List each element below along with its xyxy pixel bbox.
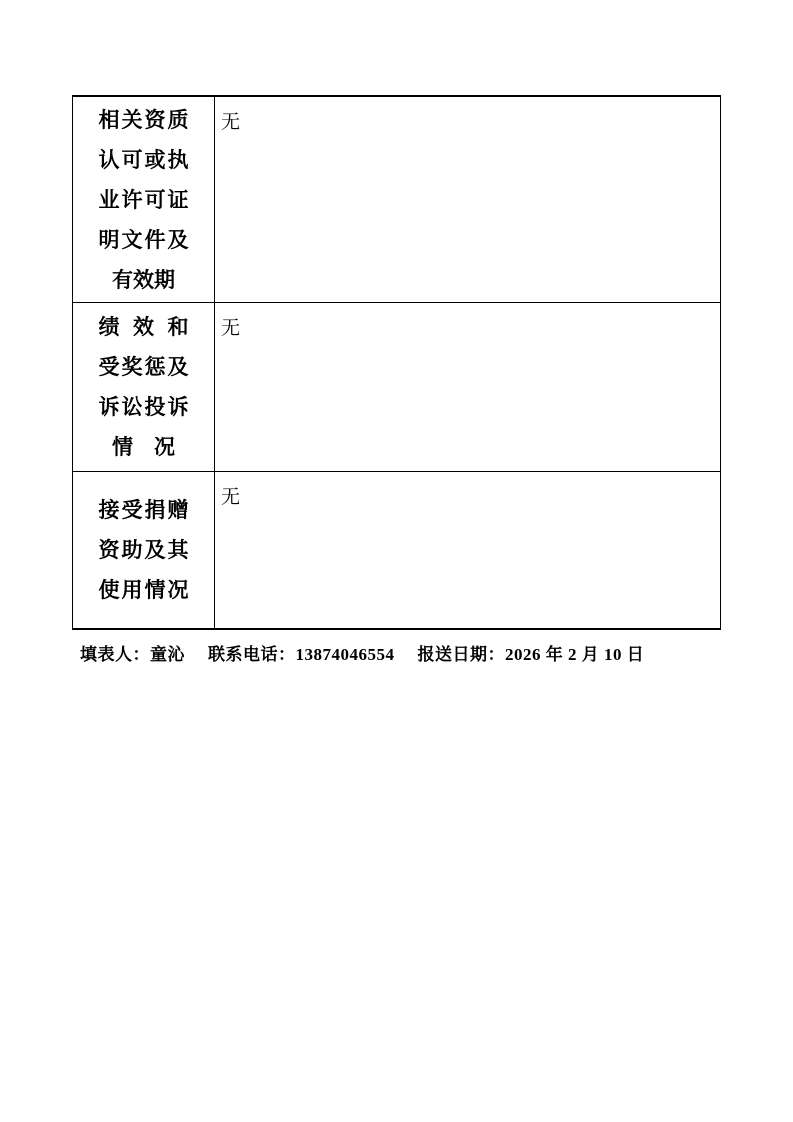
form-filler-name: 填表人：童沁: [80, 645, 185, 664]
row-label-line: 接受捐赠: [98, 498, 189, 522]
row-label-line: 受奖惩及: [98, 355, 189, 379]
row-label-line: 认可或执: [98, 147, 189, 172]
table-row-qualifications: [73, 97, 720, 303]
row-label-line: 资助及其: [98, 538, 189, 562]
row-label-line: 业许可证: [98, 187, 189, 212]
row-label-cell: [73, 472, 215, 628]
row-label: [99, 307, 189, 467]
row-label-line: 相关资质: [98, 107, 189, 132]
row-label-cell: [73, 97, 215, 302]
row-label-line: 情 况: [112, 435, 175, 459]
row-value: 无: [221, 487, 241, 508]
table-row-donations: [73, 472, 720, 628]
row-value: 无: [221, 318, 241, 339]
row-value-cell: [215, 303, 720, 471]
row-label-line: 诉讼投诉: [98, 395, 189, 419]
report-date: 报送日期：2026 年 2 月 10 日: [417, 645, 645, 664]
info-table: [72, 95, 721, 630]
row-label: [99, 490, 189, 610]
row-label-cell: [73, 303, 215, 471]
row-label-line: 绩 效 和: [98, 315, 189, 339]
footer-line: [80, 643, 644, 667]
contact-phone: 联系电话：13874046554: [208, 645, 395, 664]
row-label-line: 明文件及: [98, 227, 189, 252]
row-value-cell: [215, 97, 720, 302]
row-label-line: 有效期: [112, 267, 175, 292]
row-label-line: 使用情况: [98, 578, 189, 602]
row-value: 无: [221, 112, 241, 133]
row-value-cell: [215, 472, 720, 628]
row-label: [99, 100, 189, 300]
table-row-performance: [73, 303, 720, 472]
